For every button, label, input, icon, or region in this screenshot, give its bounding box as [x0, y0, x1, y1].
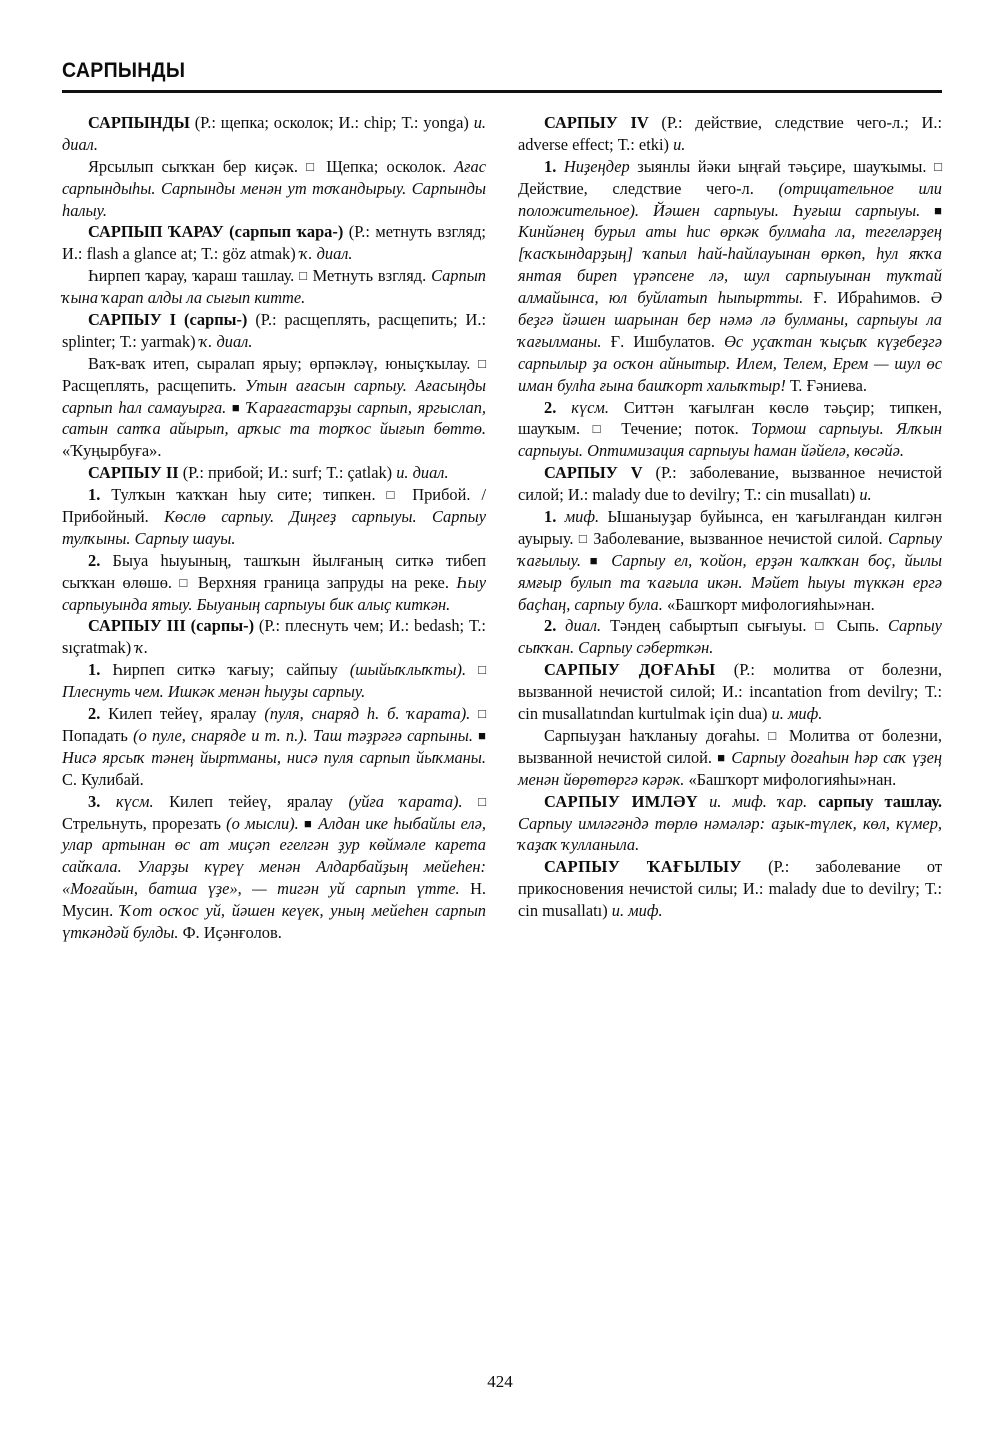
entry-sarpyndy — [62, 112, 486, 156]
grammar-label: и. миф. — [771, 704, 823, 724]
headword-form: (сарпы-) — [183, 310, 248, 330]
examples: Ишкәк менән һыуҙы сарпыу. — [167, 682, 366, 702]
entry-sarpyu-dogahy — [518, 659, 942, 725]
examples: Сарпып ҡына ҡарап алды ла сығып китте. — [62, 266, 486, 308]
definition-russian: Щепка; осколок. — [326, 156, 446, 176]
black-square-icon — [478, 726, 486, 745]
body-columns — [62, 112, 942, 1342]
definition-russian: Расщеплять, расщепить. — [62, 375, 237, 395]
sense-number: 2. — [88, 704, 101, 724]
sense-label: күсм. — [571, 397, 609, 417]
white-square-icon — [768, 726, 780, 745]
examples: Йәшен сарпыуы. Һуғыш сарпыуы. — [652, 200, 921, 220]
grammar-label: и. диал. — [62, 113, 486, 154]
definition-russian: Попадать — [62, 725, 128, 745]
citation: Алдан ике һыбайлы елә, улар артынан өс ат миҫәп егелгән ҙур көймәле карета сайҡала. Уларҙы күреү менән Алдарбайҙың мейеһен: «Моғайын, батша үҙе», — тигән уй сарпып үтте. — [62, 813, 486, 899]
examples: Һыу сарпыуында ятыу. Быуаның сарпыуы бик алыҫ киткән. — [62, 572, 486, 614]
gloss-paren: (Р.: щепка; осколок; И.: chip; Т.: yonga) — [194, 113, 469, 132]
white-square-icon — [593, 419, 609, 438]
headword: САРПЫУ IV — [544, 113, 649, 132]
examples: Көслө сарпыу. Диңгеҙ сарпыуы. Сарпыу тулҡыны. Сарпыу шауы. — [62, 507, 486, 548]
grammar-label: и. миф. — [611, 901, 663, 921]
sense-number: 2. — [544, 397, 557, 417]
examples: Сарпыу ҡағылыу. — [518, 528, 942, 570]
entry-sarpyu-dogahy-body — [518, 725, 942, 791]
grammar-label: ҡ. диал. — [299, 244, 353, 264]
grammar-label: и. — [673, 134, 686, 154]
grammar-label: ҡ. диал. — [199, 331, 253, 351]
entry-sarpyu-3-sense-2 — [62, 703, 486, 791]
definition-russian: Верхняя граница запруды на реке. — [197, 572, 449, 592]
definition-qualifier: (шыйыҡлыҡты). — [349, 660, 467, 680]
black-square-icon — [934, 201, 942, 220]
entry-sarpyu-2 — [62, 462, 486, 484]
running-head: САРПЫНДЫ — [62, 59, 186, 82]
grammar-label: ҡ. — [135, 638, 149, 658]
entry-sarpyu-2-sense-1 — [62, 484, 486, 550]
headword: САРПЫНДЫ — [88, 113, 190, 132]
definition-lead-italic: Ниҙеңдер — [563, 156, 630, 176]
white-square-icon — [478, 660, 486, 679]
grammar-label: и. миф. ҡар. — [709, 791, 808, 811]
sense-label: миф. — [564, 507, 600, 527]
definition-qualifier: (пуля, снаряд h. б. ҡарата). — [264, 704, 471, 724]
sense-number: 2. — [88, 550, 101, 570]
entry-sarpyu-1 — [62, 309, 486, 353]
grammar-label: и. — [859, 485, 872, 505]
definition-bashkir: Һирпеп ситкә ҡағыу; сайпыу — [112, 660, 338, 680]
black-square-icon — [304, 814, 313, 833]
sense-number: 3. — [88, 791, 101, 811]
white-square-icon — [934, 157, 942, 176]
black-square-icon — [590, 551, 603, 570]
definition-bashkir: Килеп тейеү, яралау — [108, 704, 257, 724]
citation-3: Өс уҫаҡтан ҡыҫыҡ күҙебеҙгә сарпылыр ҙа осҡон айнытыр. Илем, Телем, Ерем — шул өс иман булһа ғына башҡорт халыҡтыр! — [518, 331, 942, 395]
definition-bashkir: Ышаныуҙар буйынса, ен ҡағылғандан килгән ауырыу. — [518, 507, 942, 548]
entry-sarpyu-qagylyu — [518, 856, 942, 922]
definition-russian-qualifier: (отрицательное или положительное). — [518, 178, 942, 220]
definition-bashkir: Һирпеп ҡарау, ҡараш ташлау. — [88, 266, 295, 286]
entry-sarpyp-qarau — [62, 221, 486, 265]
examples: Сарпыу сыҡҡан. Сарпыу сәберткән. — [518, 616, 942, 658]
gloss-paren: (Р.: расщеплять, расщепить; И.: splinter; Т.: yarmak) — [62, 310, 487, 351]
white-square-icon — [478, 354, 486, 373]
white-square-icon — [579, 529, 588, 548]
headword: САРПЫУ I — [88, 310, 177, 330]
citation: Кинйәнең бурыл аты һис өркәк булмаһа ла, тегеләрҙең [ҡасҡындарҙың] ҡапыл һай-һайлауынан өркөп, һул яҡҡа янтая биреп үрәпсене лә, шул сарпыуынан туҡтай алмайынса, юл буйлатып һыпыртты. — [518, 222, 942, 308]
citation: Нисә ярсыҡ тәнең йыртманы, нисә пуля сарпып йыҡманы. — [62, 747, 486, 767]
definition-russian: Метнуть взгляд. — [312, 266, 427, 286]
citation-source: Ғ. Ибраһимов. — [813, 288, 921, 308]
headword: САРПЫУ III — [88, 616, 186, 636]
cross-reference[interactable]: сарпыу ташлау. — [818, 791, 942, 811]
definition-russian: Стрельнуть, прорезать — [62, 813, 221, 833]
gloss-paren: (Р.: плеснуть чем; И.: bedash; Т.: sıçratmak) — [62, 616, 486, 658]
definition-bashkir: зыянлы йәки ыңғай тәьҫире, шауҡымы. — [637, 156, 927, 176]
definition-russian: Плеснуть чем. — [62, 682, 164, 702]
entry-sarpyu-3-sense-1 — [62, 659, 486, 703]
definition-bashkir: Сарпыуҙан һаҡланыу доғаһы. — [544, 725, 760, 745]
definition-bashkir: Ваҡ-ваҡ итеп, сыралап ярыу; өрпәкләү, юныҫҡылау. — [88, 353, 471, 373]
examples: Утын ағасын сарпыу. Ағасыңды сарпып һал самауырға. — [62, 375, 486, 417]
examples: Таш тәҙрәгә сарпыны. — [312, 725, 473, 745]
headword: САРПЫУ II — [88, 463, 179, 483]
citation: Сарпыу ел, ҡойон, ерҙән ҡалҡҡан боҫ, йылы ямғыр булып та ҡағыла икән. Мәйет һыуы түккән ергә баҫһаң, сарпыу була. — [518, 550, 942, 614]
entry-sarpyu-5 — [518, 462, 942, 506]
header-rule — [62, 90, 942, 93]
gloss-paren: (Р.: действие, следствие чего-л.; И.: adverse effect; Т.: etki) — [518, 113, 942, 154]
white-square-icon — [179, 573, 190, 592]
citation: Сарпыу доғаһын һәр саҡ үҙең менән йөрөтөргә кәрәк. — [518, 747, 942, 789]
white-square-icon — [478, 704, 486, 723]
entry-sarpyp-qarau-body — [62, 265, 486, 309]
examples: Тормош сарпыуы. Ялҡын сарпыуы. Оптимизация сарпыуы һаман йәйелә, көсәйә. — [518, 419, 942, 461]
headword: САРПЫУ ИМЛӘҮ — [544, 791, 699, 811]
entry-sarpyu-5-sense-2 — [518, 615, 942, 659]
citation-source-3: Т. Ғәниева. — [789, 375, 867, 395]
white-square-icon — [387, 485, 402, 504]
citation-source: Н. Мусин. — [62, 879, 486, 921]
entry-sarpyu-3 — [62, 615, 486, 659]
gloss-paren: (Р.: заболевание от прикосновения нечистой силы; И.: malady due to devilry; Т.: cin musallatı) — [518, 857, 943, 921]
running-head-area — [62, 60, 942, 93]
citation-2: Ҡот осҡос уй, йәшен кеүек, уның мейеһен сарпып үткәндәй булды. — [62, 901, 486, 942]
right-column — [518, 112, 942, 1342]
entry-sarpyu-4-sense-1 — [518, 156, 942, 397]
definition-qualifier: (уйға ҡарата). — [348, 791, 463, 811]
left-column — [62, 112, 486, 1342]
entry-sarpyndy-body — [62, 156, 486, 222]
definition-russian: Молитва от болезни, вызванной нечистой силой. — [518, 725, 942, 767]
citation-source: «Башҡорт мифологияһы»нан. — [688, 769, 897, 789]
headword: САРПЫУ ҠАҒЫЛЫУ — [544, 857, 742, 877]
citation-source: С. Кулибай. — [62, 769, 144, 789]
definition-russian-qualifier: (о пуле, снаряде и т. п.). — [133, 725, 308, 745]
sense-number: 1. — [88, 660, 101, 680]
sense-label: күсм. — [115, 791, 154, 811]
gloss-paren: (Р.: молитва от болезни, вызванной нечистой силой; И.: incantation from devilry; Т.: cin musallatından kurtulmak için dua) — [518, 660, 942, 724]
citation-source-2: Ф. Иҫәнғолов. — [182, 922, 282, 942]
headword: САРПЫП ҠАРАУ — [88, 222, 224, 242]
headword: САРПЫУ V — [544, 463, 643, 483]
citation-source: «Башҡорт мифологияһы»нан. — [666, 594, 875, 614]
entry-sarpyu-4 — [518, 112, 942, 156]
citation: Ҡарағастарҙы сарпып, яргыслап, сатын сатҡа айырып, арҡыс та торҡос йығып бөттө. — [62, 397, 487, 439]
entry-sarpyu-3-sense-3 — [62, 791, 486, 944]
definition-russian: Сыпь. — [836, 616, 880, 636]
examples: Сарпыу имләгәндә төрлө нәмәләр: аҙык-түлек, көл, күмер, ҡаҙаҡ ҡулланыла. — [518, 813, 942, 855]
definition-bashkir: Быуа һыуының, ташҡын йылғаның ситкә тибеп сыҡҡан өлөшө. — [62, 550, 486, 592]
citation-2: Ә беҙгә йәшен шарынан бер нәмә лә булманы, сарпыуы ла ҡағылманы. — [518, 288, 942, 351]
sense-number: 1. — [88, 485, 101, 505]
black-square-icon — [717, 748, 726, 767]
grammar-label: и. диал. — [396, 463, 449, 483]
sense-number: 2. — [544, 616, 557, 636]
definition-russian: Прибой. / Прибойный. — [62, 485, 486, 527]
white-square-icon — [478, 792, 486, 811]
white-square-icon — [306, 157, 318, 176]
entry-sarpyu-5-sense-1 — [518, 506, 942, 615]
black-square-icon — [232, 398, 241, 417]
citation-source-2: Ғ. Ишбулатов. — [610, 331, 715, 351]
examples: Ағас сарпындыһы. Сарпынды менән ут тоҡандырыу. Сарпынды һалыу. — [62, 156, 486, 220]
definition-russian: Течение; поток. — [621, 419, 739, 439]
white-square-icon — [815, 616, 828, 635]
white-square-icon — [299, 266, 308, 285]
definition-bashkir: Ярсылып сыҡҡан бер киҫәк. — [88, 156, 298, 176]
entry-sarpyu-4-sense-2 — [518, 397, 942, 463]
headword-form: (сарпып ҡара-) — [229, 222, 344, 242]
entry-sarpyu-1-body — [62, 353, 486, 462]
entry-sarpyu-imlau — [518, 791, 942, 857]
definition-bashkir: Килеп тейеү, яралау — [169, 791, 333, 811]
gloss-paren: (Р.: метнуть взгляд; И.: flash a glance at; Т.: göz atmak) — [62, 222, 486, 264]
definition-bashkir: Ситтән ҡағылған көслө тәьҫир; типкен, шауҡым. — [518, 397, 942, 439]
definition-russian-qualifier: (о мысли). — [226, 813, 299, 833]
sense-number: 1. — [544, 507, 557, 527]
definition-russian: Заболевание, вызванное нечистой силой. — [593, 528, 883, 548]
definition-bashkir: Тәндең сабыртып сығыуы. — [609, 616, 807, 636]
citation-source: «Ҡуңырбуға». — [62, 441, 162, 461]
sense-label: диал. — [565, 616, 602, 636]
headword-form: (сарпы-) — [190, 616, 255, 636]
definition-bashkir: Тулҡын ҡаҡҡан һыу сите; типкен. — [111, 485, 376, 505]
entry-sarpyu-2-sense-2 — [62, 550, 486, 616]
sense-number: 1. — [544, 156, 557, 176]
definition-russian: Действие, следствие чего-л. — [518, 178, 754, 198]
page-number: 424 — [487, 1372, 513, 1391]
headword: САРПЫУ ДОҒАҺЫ — [544, 660, 716, 680]
gloss-paren: (Р.: заболевание, вызванное нечистой силой; И.: malady due to devilry; Т.: cin musallatı) — [518, 463, 942, 505]
gloss-paren: (Р.: прибой; И.: surf; Т.: çatlak) — [182, 463, 393, 483]
